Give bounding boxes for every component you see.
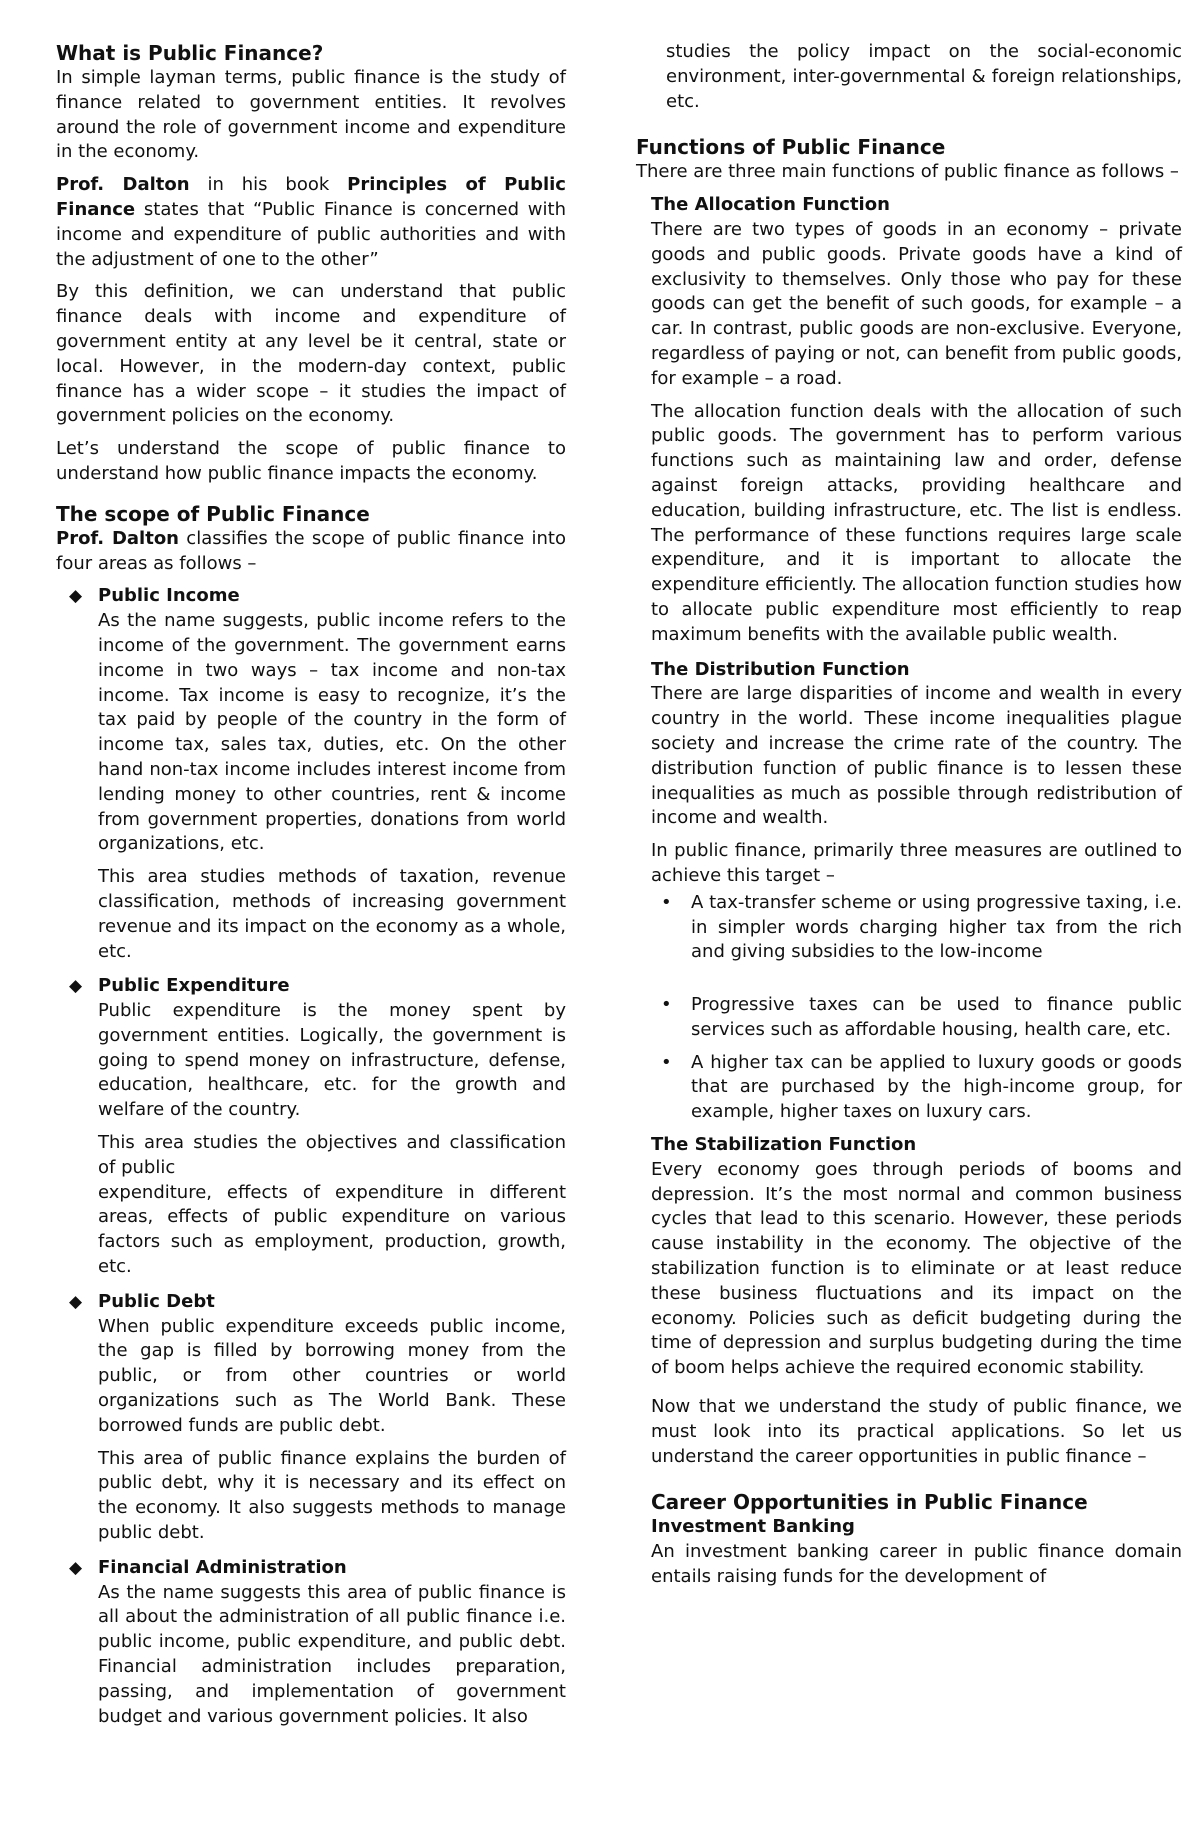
area-paragraph: This area studies methods of taxation, revenue classification, methods of increasing government revenue and its impact on the economy as a whole, etc. — [98, 866, 566, 962]
heading-distribution-function: The Distribution Function — [651, 658, 910, 680]
heading-functions: Functions of Public Finance — [636, 135, 946, 160]
area-paragraph: Public expenditure is the money spent by government entities. Logically, the government is going to spend money on infrastructure, defense, education, healthcare, etc. for the growth and welfare of the country. — [98, 1000, 566, 1121]
dalton-name: Prof. Dalton — [56, 527, 179, 549]
functions-intro-paragraph: There are three main functions of public finance as follows – — [636, 161, 1179, 183]
heading-what-is-public-finance: What is Public Finance? — [56, 41, 324, 65]
now-that-paragraph: Now that we understand the study of public finance, we must look into its practical applications. So let us understand the career opportunities in public finance – — [651, 1396, 1182, 1467]
diamond-bullet-icon: ◆ — [69, 1291, 83, 1312]
allocation-paragraph: There are two types of goods in an economy – private goods and public goods. Private goods have a kind of exclusivity to themselves. Only those who pay for these goods can get the benefit of such goods, for example – a car. In contrast, public goods are non-exclusive. Everyone, regardless of paying or not, can benefit from public goods, for example – a road. — [651, 218, 1182, 389]
dot-bullet-icon: • — [661, 1051, 672, 1073]
measures-list — [636, 891, 1182, 1125]
book-title: Principles of Public Finance — [56, 174, 566, 220]
area-public-expenditure — [56, 974, 566, 1280]
heading-investment-banking: Investment Banking — [651, 1516, 855, 1538]
continuation-paragraph: studies the policy impact on the social-economic environment, inter-governmental & foreign relationships, etc. — [666, 41, 1182, 112]
dalton-name: Prof. Dalton — [56, 174, 190, 196]
area-paragraph: As the name suggests this area of public finance is all about the administration of all public finance i.e. public income, public expenditure, and public debt. Financial administration includes preparation, passing, and implementation of government budget and various government policies. It also — [98, 1581, 566, 1727]
dot-bullet-icon: • — [661, 994, 672, 1016]
heading-allocation-function: The Allocation Function — [651, 194, 890, 216]
stabilization-paragraph: Every economy goes through periods of booms and depression. It’s the most normal and common business cycles that lead to this scenario. However, these periods cause instability in the economy. The objective of the stabilization function is to eliminate or at least reduce these business fluctuations and its impact on the economy. Policies such as deficit budgeting during the time of depression and surplus budgeting during the time of boom helps achieve the required economic stability. — [651, 1158, 1182, 1379]
area-paragraph: As the name suggests, public income refers to the income of the government. The government earns income in two ways – tax income and non-tax income. Tax income is easy to recognize, it’s the tax paid by people of the country in the form of income tax, sales tax, duties, etc. On the other hand non-tax income includes interest income from lending money to other countries, rent & income from government properties, donations from world organizations, etc. — [98, 610, 566, 855]
dot-bullet-icon: • — [661, 891, 672, 913]
diamond-bullet-icon: ◆ — [69, 586, 83, 607]
intro-paragraph: In simple layman terms, public finance is the study of finance related to government entities. It revolves around the role of government income and expenditure in the economy. — [56, 67, 566, 163]
investment-paragraph: An investment banking career in public finance domain entails raising funds for the development of — [651, 1541, 1182, 1588]
definition-explanation-paragraph: By this definition, we can understand that public finance deals with income and expenditure of government entity at any level be it central, state or local. However, in the modern-day context, public finance has a wider scope – it studies the impact of government policies on the economy. — [56, 281, 566, 427]
list-item: • Progressive taxes can be used to finance public services such as affordable housing, health care, etc. — [661, 994, 1182, 1040]
left-column — [56, 40, 566, 1737]
right-column — [636, 40, 1182, 1598]
allocation-paragraph: The allocation function deals with the allocation of such public goods. The government has to perform various functions such as maintaining law and order, defense against foreign attacks, providing healthcare and education, building infrastructure, etc. The list is endless. The performance of these functions requires large scale expenditure, and it is important to allocate the expenditure efficiently. The allocation function studies how to allocate public expenditure most efficiently to reap maximum benefits with the available public wealth. — [651, 400, 1182, 645]
distribution-paragraph: There are large disparities of income and wealth in every country in the world. These income inequalities plague society and increase the crime rate of the country. The distribution function of public finance is to lessen these inequalities as much as possible through redistribution of income and wealth. — [651, 683, 1182, 829]
area-heading: Public Debt — [98, 1290, 215, 1312]
area-paragraph: When public expenditure exceeds public income, the gap is filled by borrowing money from the public, or from other countries or world organizations such as The World Bank. These borrowed funds are public debt. — [98, 1315, 566, 1436]
heading-stabilization-function: The Stabilization Function — [651, 1134, 917, 1156]
area-public-debt — [56, 1290, 566, 1546]
area-heading: Financial Administration — [98, 1556, 347, 1578]
scope-intro-paragraph: Prof. Dalton classifies the scope of public finance into four areas as follows – — [56, 527, 566, 574]
area-paragraph: This area studies the objectives and classification of public — [98, 1132, 566, 1178]
area-public-income — [56, 584, 566, 964]
heading-career-opportunities: Career Opportunities in Public Finance — [651, 1490, 1088, 1515]
distribution-paragraph: In public finance, primarily three measures are outlined to achieve this target – — [651, 840, 1182, 886]
heading-scope: The scope of Public Finance — [56, 501, 370, 526]
diamond-bullet-icon: ◆ — [69, 1557, 83, 1578]
area-paragraph: This area of public finance explains the burden of public debt, why it is necessary and its effect on the economy. It also suggests methods to manage public debt. — [98, 1447, 566, 1544]
diamond-bullet-icon: ◆ — [69, 976, 83, 997]
dalton-definition-paragraph: Prof. Dalton in his book Principles of Public Finance states that “Public Finance is concerned with income and expenditure of public authorities and with the adjustment of one to the other” — [56, 174, 566, 270]
area-heading: Public Income — [98, 585, 240, 607]
list-item: • A tax-transfer scheme or using progressive taxing, i.e. in simpler words charging higher tax from the rich and giving subsidies to the low-income — [661, 891, 1182, 963]
lets-understand-paragraph: Let’s understand the scope of public finance to understand how public finance impacts the economy. — [56, 438, 566, 484]
area-financial-administration — [56, 1556, 566, 1730]
area-heading: Public Expenditure — [98, 975, 290, 997]
list-item: • A higher tax can be applied to luxury goods or goods that are purchased by the high-income group, for example, higher taxes on luxury cars. — [661, 1051, 1182, 1123]
area-paragraph: expenditure, effects of expenditure in different areas, effects of public expenditure on various factors such as employment, production, growth, etc. — [98, 1181, 566, 1278]
